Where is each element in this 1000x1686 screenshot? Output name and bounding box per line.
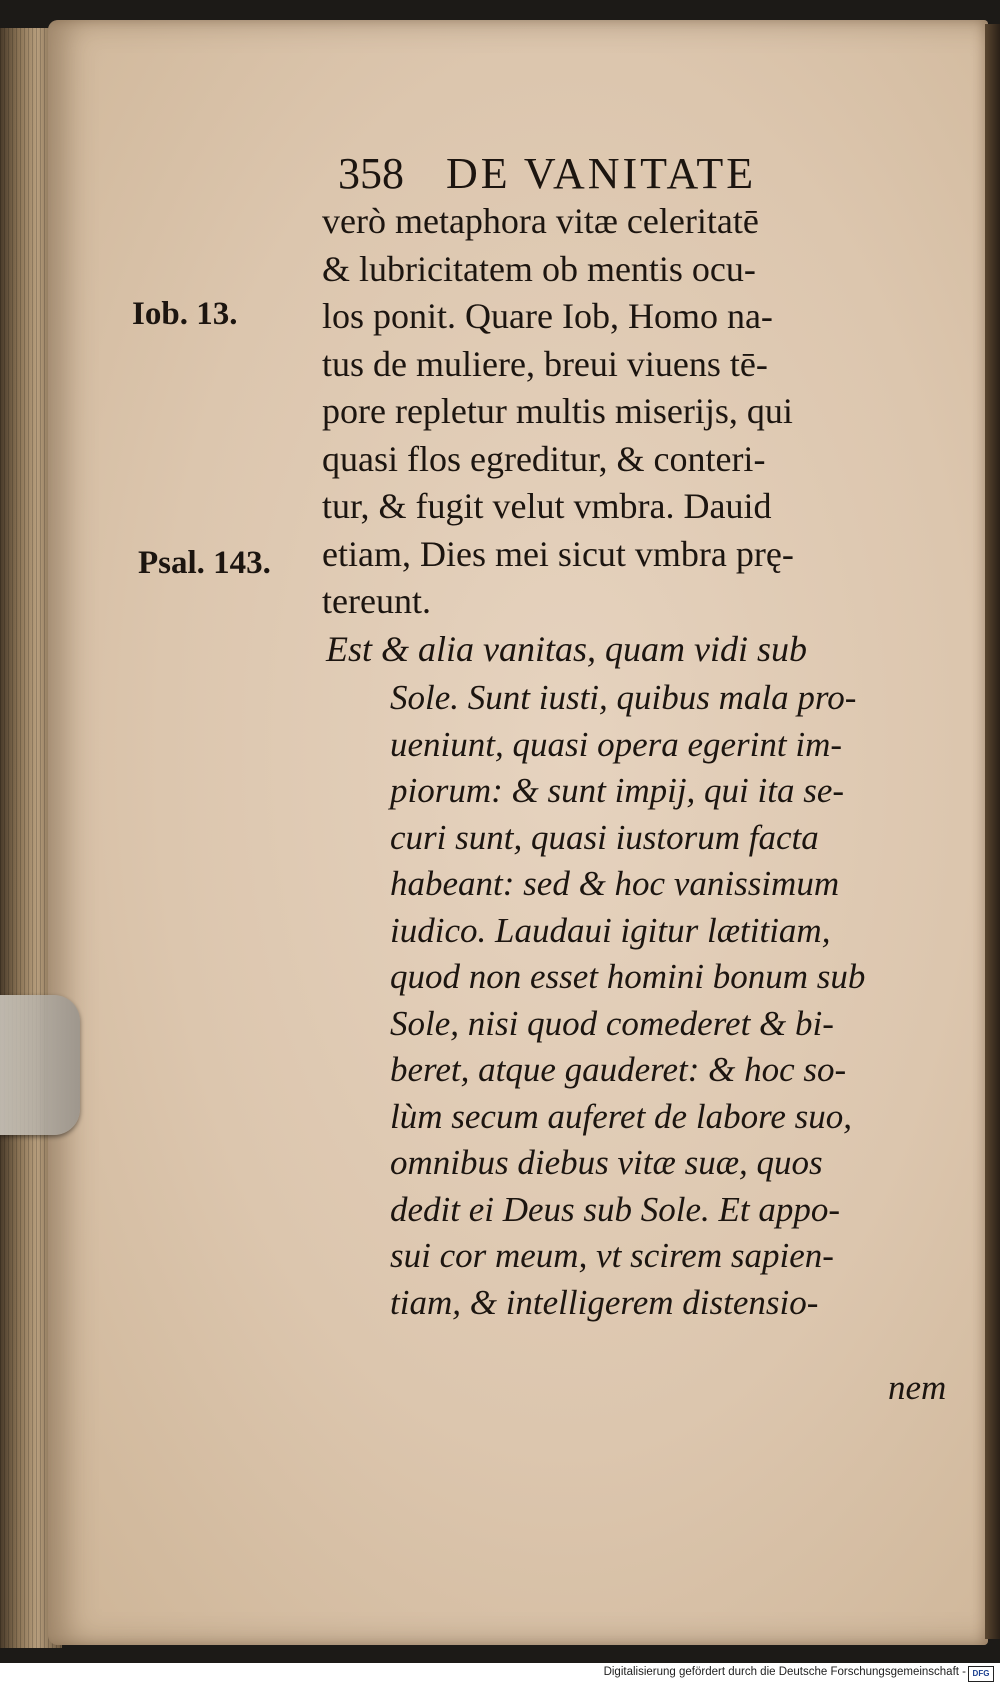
text-line: tereunt. — [322, 581, 431, 621]
text-line: beret, atque gauderet: & hoc so- — [390, 1050, 847, 1089]
text-line: tur, & fugit velut vmbra. Dauid — [322, 486, 772, 526]
catchword: nem — [888, 1368, 947, 1407]
text-line: Sole. Sunt iusti, quibus mala pro- — [390, 678, 857, 717]
marginal-note: Iob. 13. — [132, 296, 238, 332]
text-line: ueniunt, quasi opera egerint im- — [390, 724, 843, 764]
text-line: etiam, Dies mei sicut vmbra prę- — [322, 533, 794, 574]
text-line: piorum: & sunt impij, qui ita se- — [390, 771, 845, 810]
italic-paragraph-opening: Est & alia vanitas, quam vidi sub — [326, 629, 807, 669]
text-line: & lubricitatem ob mentis ocu- — [322, 248, 756, 289]
dfg-logo-icon: DFG — [968, 1666, 994, 1682]
running-title: DE VANITATE — [446, 149, 757, 198]
text-line: dedit ei Deus sub Sole. Et appo- — [390, 1189, 841, 1229]
marginal-note: Psal. 143. — [138, 545, 271, 581]
text-line: curi sunt, quasi iustorum facta — [390, 817, 819, 857]
text-line: iudico. Laudaui igitur lætitiam, — [390, 910, 831, 950]
text-line: pore repletur multis miserijs, qui — [322, 391, 793, 431]
text-line: verò metaphora vitæ celeritatē — [322, 201, 759, 241]
text-line: Sole, nisi quod comederet & bi- — [390, 1003, 834, 1043]
roman-paragraph — [322, 198, 942, 626]
text-line: quasi flos egreditur, & conteri- — [322, 438, 766, 479]
text-line: omnibus diebus vitæ suæ, quos — [390, 1143, 823, 1182]
text-line: tus de muliere, breui viuens tē- — [322, 343, 768, 384]
text-line: habeant: sed & hoc vanissimum — [390, 864, 840, 903]
text-line: sui cor meum, vt scirem sapien- — [390, 1236, 834, 1275]
page-clip — [0, 995, 80, 1135]
text-line: quod non esset homini bonum sub — [390, 957, 866, 996]
book-right-edge — [985, 24, 1000, 1639]
page-number: 358 — [338, 149, 404, 198]
footer-credit: Digitalisierung gefördert durch die Deutsche Forschungsgemeinschaft - — [603, 1666, 966, 1678]
text-line: los ponit. Quare Iob, Homo na- — [322, 296, 773, 336]
text-line: lùm secum auferet de labore suo, — [390, 1096, 853, 1136]
text-line: tiam, & intelligerem distensio- — [390, 1282, 819, 1322]
italic-paragraph — [390, 675, 950, 1326]
running-header — [338, 148, 756, 199]
